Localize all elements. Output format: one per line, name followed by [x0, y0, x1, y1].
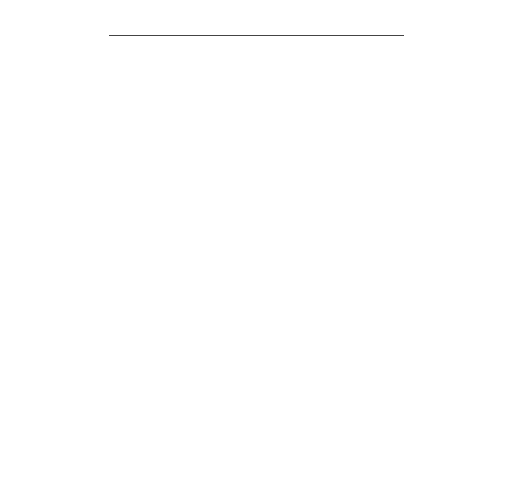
header-rule — [109, 35, 404, 36]
